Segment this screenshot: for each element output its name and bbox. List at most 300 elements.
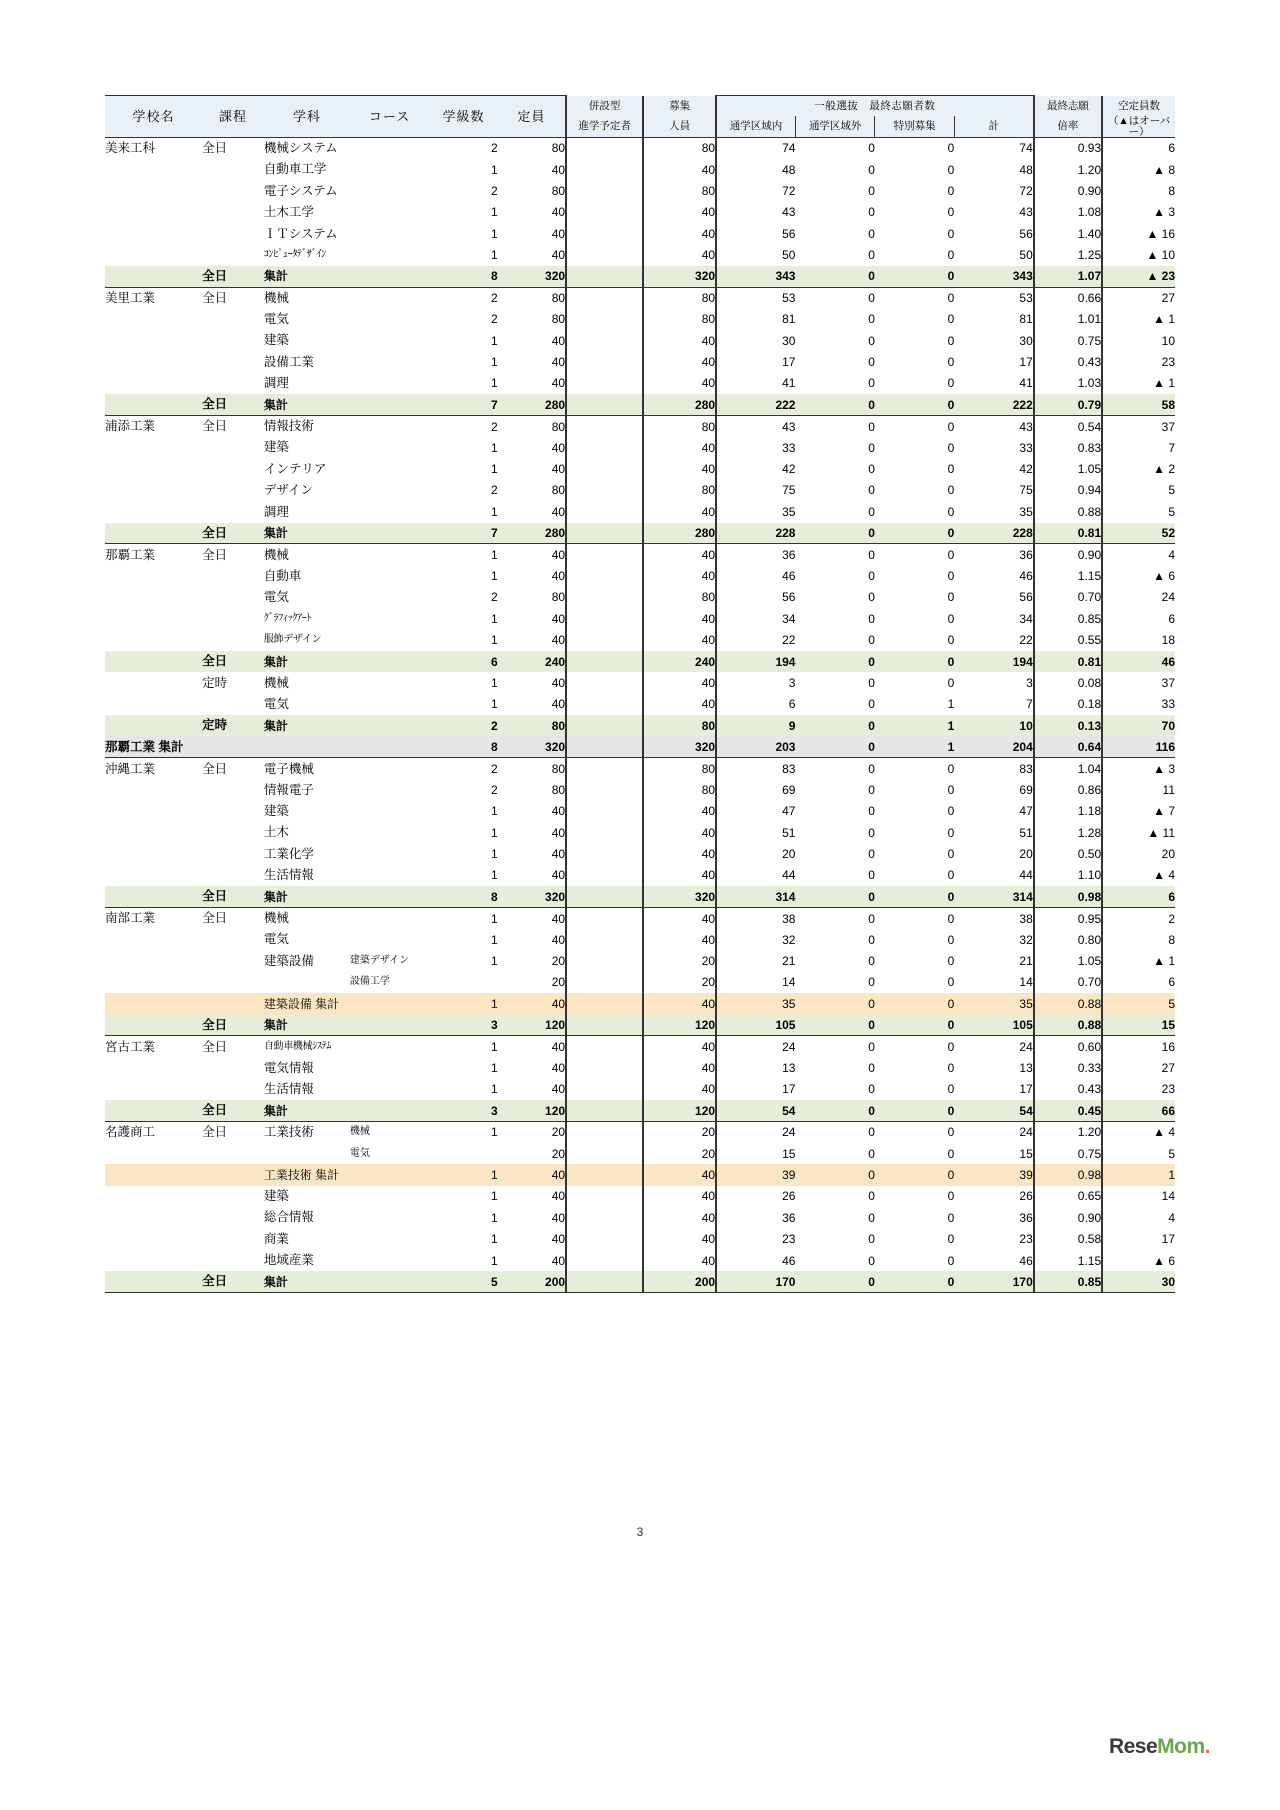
cell-classes: 1 <box>429 1036 497 1057</box>
cell-course <box>202 1207 264 1228</box>
cell-out-area: 0 <box>795 1036 874 1057</box>
cell-ratio: 0.88 <box>1034 1015 1102 1036</box>
table-row <box>105 587 1175 608</box>
cell-coursename <box>350 929 429 950</box>
cell-coursename <box>350 736 429 757</box>
cell-sum: 14 <box>954 972 1033 993</box>
cell-in-area: 38 <box>716 908 795 929</box>
cell-dept: 電気情報 <box>263 1060 314 1075</box>
cell-sum: 43 <box>954 416 1033 437</box>
cell-course: 全日 <box>202 523 264 544</box>
cell-out-area: 0 <box>868 226 875 241</box>
cell-in-area: 203 <box>716 736 795 757</box>
cell-classes: 1 <box>490 611 498 626</box>
table-row <box>105 373 1175 394</box>
cell-school: 宮古工業 <box>105 1036 202 1057</box>
cell-ratio: 0.55 <box>1034 629 1102 650</box>
header-school: 学校名 <box>105 96 202 138</box>
cell-combined <box>566 458 643 479</box>
cell-combined <box>566 587 643 608</box>
cell-in-area: 74 <box>716 138 795 159</box>
cell-vacancy: 5 <box>1168 483 1175 498</box>
cell-ratio: 0.88 <box>1034 993 1102 1014</box>
cell-combined <box>566 1186 643 1207</box>
cell-coursename <box>350 779 429 800</box>
cell-ratio: 1.03 <box>1034 373 1102 394</box>
cell-coursename <box>350 993 429 1014</box>
cell-recruit: 80 <box>643 309 716 330</box>
cell-vacancy: 4 <box>1102 544 1175 565</box>
cell-recruit: 80 <box>643 758 716 779</box>
cell-vacancy: ▲ 10 <box>1146 248 1175 263</box>
cell-coursename <box>350 1015 429 1036</box>
cell-capacity: 40 <box>498 822 566 843</box>
cell-capacity: 20 <box>498 972 566 993</box>
cell-in-area: 43 <box>782 205 796 220</box>
cell-coursename: 機械 <box>350 1121 429 1142</box>
cell-sum: 24 <box>954 1121 1033 1142</box>
cell-coursename <box>350 266 429 287</box>
cell-dept: 集計 <box>264 886 350 907</box>
cell-sum: 35 <box>954 993 1033 1014</box>
cell-coursename <box>350 287 429 308</box>
cell-coursename <box>350 1057 429 1078</box>
cell-course <box>202 309 264 330</box>
cell-recruit: 40 <box>643 1164 716 1185</box>
cell-coursename <box>350 480 429 501</box>
cell-in-area: 81 <box>782 312 796 327</box>
table-row <box>105 779 1175 800</box>
header-sum: 計 <box>954 116 1033 138</box>
cell-sum: 54 <box>954 1100 1033 1121</box>
cell-combined <box>566 1228 643 1249</box>
cell-special: 0 <box>947 226 955 241</box>
cell-combined <box>566 1079 643 1100</box>
cell-course <box>202 244 264 265</box>
cell-dept: デザイン <box>263 483 313 498</box>
cell-ratio: 0.86 <box>1034 779 1102 800</box>
cell-recruit: 40 <box>643 1250 716 1271</box>
cell-capacity: 280 <box>498 523 566 544</box>
cell-sum: 7 <box>954 694 1033 715</box>
cell-dept: 土木工学 <box>263 205 314 220</box>
cell-dept: 集計 <box>264 394 350 415</box>
cell-in-area: 51 <box>782 825 796 840</box>
cell-dept: 自動車 <box>263 568 302 583</box>
cell-vacancy: 6 <box>1168 975 1175 990</box>
cell-recruit: 20 <box>643 1121 716 1142</box>
cell-course <box>202 1250 264 1271</box>
cell-out-area: 0 <box>868 1082 875 1097</box>
cell-out-area: 0 <box>868 782 875 797</box>
cell-course <box>202 437 264 458</box>
cell-course <box>202 779 264 800</box>
cell-out-area: 0 <box>868 1253 875 1268</box>
cell-capacity: 40 <box>498 1079 566 1100</box>
cell-coursename <box>350 822 429 843</box>
table-row <box>105 1207 1175 1228</box>
cell-out-area: 0 <box>868 804 875 819</box>
cell-school <box>105 373 202 394</box>
cell-school: 那覇工業 <box>105 544 202 565</box>
cell-classes: 1 <box>429 1164 497 1185</box>
cell-capacity: 40 <box>498 694 566 715</box>
cell-recruit: 80 <box>643 587 716 608</box>
cell-classes: 1 <box>490 847 498 862</box>
cell-in-area: 228 <box>716 523 795 544</box>
cell-out-area: 0 <box>868 932 875 947</box>
cell-course: 全日 <box>202 394 264 415</box>
cell-out-area: 0 <box>868 483 875 498</box>
cell-coursename <box>350 159 429 180</box>
cell-ratio: 0.54 <box>1034 416 1102 437</box>
cell-combined <box>566 1015 643 1036</box>
cell-sum: 314 <box>954 886 1033 907</box>
cell-ratio: 0.43 <box>1034 1079 1102 1100</box>
cell-combined <box>566 202 643 223</box>
header-out-area: 通学区域外 <box>795 116 874 138</box>
cell-out-area: 0 <box>795 1015 874 1036</box>
cell-out-area: 0 <box>868 1210 875 1225</box>
cell-sum: 17 <box>954 1079 1033 1100</box>
cell-classes: 1 <box>490 333 498 348</box>
cell-course <box>202 736 264 757</box>
cell-school <box>105 629 202 650</box>
cell-ratio: 0.18 <box>1034 694 1102 715</box>
cell-combined <box>566 159 643 180</box>
cell-combined <box>566 437 643 458</box>
cell-course <box>202 330 264 351</box>
cell-capacity: 80 <box>498 758 566 779</box>
cell-capacity: 20 <box>498 950 566 971</box>
cell-vacancy: 23 <box>1161 1082 1175 1097</box>
cell-capacity: 80 <box>498 416 566 437</box>
cell-school <box>105 1015 202 1036</box>
cell-classes: 1 <box>429 908 497 929</box>
cell-classes: 2 <box>429 287 497 308</box>
cell-classes: 7 <box>429 523 497 544</box>
cell-special: 0 <box>947 633 955 648</box>
cell-coursename <box>350 351 429 372</box>
cell-in-area: 56 <box>782 226 796 241</box>
cell-dept: 機械 <box>263 675 289 690</box>
cell-vacancy: 14 <box>1161 1189 1175 1204</box>
cell-special: 0 <box>947 205 955 220</box>
cell-course: 全日 <box>202 1121 264 1142</box>
cell-capacity: 40 <box>498 565 566 586</box>
cell-out-area: 0 <box>868 162 875 177</box>
cell-school <box>105 587 202 608</box>
cell-out-area: 0 <box>868 1060 875 1075</box>
cell-recruit: 320 <box>643 886 716 907</box>
cell-sum: 222 <box>954 394 1033 415</box>
cell-in-area: 35 <box>716 993 795 1014</box>
cell-classes: 1 <box>490 440 498 455</box>
cell-ratio: 1.25 <box>1034 244 1102 265</box>
cell-out-area: 0 <box>868 697 875 712</box>
cell-school <box>105 159 202 180</box>
cell-sum: 20 <box>954 843 1033 864</box>
cell-coursename <box>350 1186 429 1207</box>
cell-dept: 調理 <box>263 504 289 519</box>
cell-special: 0 <box>947 868 955 883</box>
cell-sum: 72 <box>954 180 1033 201</box>
cell-course <box>202 1164 264 1185</box>
cell-vacancy: ▲ 6 <box>1153 1253 1175 1268</box>
cell-vacancy: 18 <box>1161 633 1175 648</box>
cell-vacancy: ▲ 8 <box>1153 162 1175 177</box>
cell-capacity: 40 <box>498 929 566 950</box>
cell-dept: 生活情報 <box>263 1082 314 1097</box>
cell-sum: 47 <box>954 801 1033 822</box>
cell-course <box>202 223 264 244</box>
cell-in-area: 36 <box>782 1210 796 1225</box>
cell-recruit: 40 <box>643 608 716 629</box>
cell-school <box>105 480 202 501</box>
cell-classes: 1 <box>490 697 498 712</box>
cell-vacancy: 23 <box>1161 355 1175 370</box>
page-number: 3 <box>636 1525 644 1539</box>
cell-classes: 1 <box>490 1189 498 1204</box>
cell-ratio: 1.15 <box>1034 565 1102 586</box>
table-row <box>105 1164 1175 1185</box>
table-row <box>105 822 1175 843</box>
cell-in-area: 50 <box>782 248 796 263</box>
cell-recruit: 40 <box>643 843 716 864</box>
table-row <box>105 1143 1175 1164</box>
cell-vacancy: ▲ 3 <box>1153 205 1175 220</box>
cell-recruit: 80 <box>643 138 716 159</box>
cell-school <box>105 523 202 544</box>
cell-classes: 8 <box>429 736 497 757</box>
cell-classes: 2 <box>490 312 498 327</box>
cell-course <box>202 373 264 394</box>
table-row <box>105 437 1175 458</box>
cell-coursename <box>350 1164 429 1185</box>
cell-combined <box>566 309 643 330</box>
cell-special: 0 <box>947 1060 955 1075</box>
cell-special: 0 <box>947 611 955 626</box>
cell-coursename <box>350 843 429 864</box>
table-row <box>105 672 1175 693</box>
cell-recruit: 80 <box>643 480 716 501</box>
cell-combined <box>566 501 643 522</box>
cell-vacancy: 58 <box>1102 394 1175 415</box>
cell-course: 全日 <box>202 266 264 287</box>
cell-out-area: 0 <box>868 440 875 455</box>
cell-out-area: 0 <box>795 1100 874 1121</box>
cell-capacity: 40 <box>498 608 566 629</box>
cell-special: 0 <box>947 847 955 862</box>
cell-coursename <box>350 202 429 223</box>
cell-special: 0 <box>875 138 954 159</box>
cell-special: 0 <box>947 355 955 370</box>
cell-sum: 44 <box>954 865 1033 886</box>
cell-out-area: 0 <box>868 954 875 969</box>
cell-out-area: 0 <box>868 462 875 477</box>
cell-classes: 2 <box>429 758 497 779</box>
cell-classes: 1 <box>490 675 498 690</box>
table-row <box>105 651 1175 672</box>
cell-course <box>202 180 264 201</box>
cell-coursename <box>350 672 429 693</box>
cell-classes: 1 <box>429 1121 497 1142</box>
cell-special: 0 <box>875 544 954 565</box>
cell-recruit: 40 <box>643 801 716 822</box>
cell-sum: 48 <box>954 159 1033 180</box>
cell-school: 沖縄工業 <box>105 758 202 779</box>
cell-dept: 調理 <box>263 376 289 391</box>
table-row <box>105 993 1175 1014</box>
cell-in-area: 32 <box>782 932 796 947</box>
cell-vacancy: ▲ 6 <box>1153 569 1175 583</box>
cell-out-area: 0 <box>868 504 875 519</box>
table-row <box>105 972 1175 993</box>
cell-classes: 1 <box>429 993 497 1014</box>
cell-vacancy: ▲ 1 <box>1153 954 1175 969</box>
cell-recruit: 40 <box>643 1079 716 1100</box>
cell-recruit: 40 <box>643 865 716 886</box>
cell-school: 美来工科 <box>105 138 202 159</box>
cell-ratio: 0.58 <box>1034 1228 1102 1249</box>
cell-course <box>202 1057 264 1078</box>
cell-classes: 2 <box>429 416 497 437</box>
table-row <box>105 480 1175 501</box>
cell-in-area: 46 <box>782 569 796 583</box>
table-row <box>105 309 1175 330</box>
cell-school <box>105 1207 202 1228</box>
table-row <box>105 736 1175 757</box>
cell-special: 1 <box>875 736 954 757</box>
cell-vacancy: 66 <box>1102 1100 1175 1121</box>
cell-recruit: 40 <box>643 929 716 950</box>
cell-sum: 83 <box>954 758 1033 779</box>
cell-out-area: 0 <box>795 416 874 437</box>
cell-special: 0 <box>875 651 954 672</box>
cell-special: 0 <box>947 376 955 391</box>
cell-special: 0 <box>947 782 955 797</box>
cell-vacancy: 6 <box>1168 611 1175 626</box>
cell-sum: 21 <box>954 950 1033 971</box>
cell-dept: 集計 <box>264 715 350 736</box>
cell-course: 全日 <box>202 1015 264 1036</box>
cell-vacancy: ▲ 16 <box>1146 226 1175 241</box>
cell-capacity: 40 <box>498 330 566 351</box>
header-classes: 学級数 <box>429 96 497 138</box>
cell-dept <box>264 736 350 757</box>
cell-sum: 343 <box>954 266 1033 287</box>
cell-classes: 1 <box>490 504 498 519</box>
cell-special: 0 <box>947 1146 955 1161</box>
cell-school <box>105 1100 202 1121</box>
cell-ratio: 1.18 <box>1034 801 1102 822</box>
table-row <box>105 1079 1175 1100</box>
cell-out-area: 0 <box>795 1164 874 1185</box>
cell-recruit: 40 <box>643 544 716 565</box>
cell-recruit: 20 <box>643 1143 716 1164</box>
header-dept: 学科 <box>264 96 350 138</box>
cell-coursename <box>350 1250 429 1271</box>
cell-dept: 電気 <box>263 590 289 605</box>
cell-classes: 1 <box>490 462 498 477</box>
cell-classes: 2 <box>490 183 498 198</box>
table-row <box>105 287 1175 308</box>
cell-classes: 2 <box>429 138 497 159</box>
cell-vacancy: 46 <box>1102 651 1175 672</box>
cell-sum: 36 <box>954 544 1033 565</box>
cell-coursename <box>350 1036 429 1057</box>
cell-course <box>202 1079 264 1100</box>
cell-special: 0 <box>947 248 955 263</box>
cell-coursename: 電気 <box>349 1147 370 1159</box>
cell-coursename <box>350 1207 429 1228</box>
cell-in-area: 46 <box>782 1253 796 1268</box>
cell-recruit: 40 <box>643 629 716 650</box>
cell-special: 0 <box>947 1232 955 1247</box>
cell-special: 1 <box>947 697 955 712</box>
table-row <box>105 865 1175 886</box>
cell-in-area: 22 <box>782 633 796 648</box>
cell-sum: 38 <box>954 908 1033 929</box>
table-row <box>105 394 1175 415</box>
cell-special: 0 <box>947 975 955 990</box>
cell-coursename <box>350 651 429 672</box>
cell-special: 0 <box>947 1082 955 1097</box>
cell-coursename <box>350 1079 429 1100</box>
cell-combined <box>566 244 643 265</box>
cell-coursename <box>350 629 429 650</box>
cell-out-area: 0 <box>868 376 875 391</box>
cell-coursename: 建築デザイン <box>349 955 410 967</box>
cell-in-area: 54 <box>716 1100 795 1121</box>
cell-in-area: 36 <box>716 544 795 565</box>
cell-course <box>202 822 264 843</box>
cell-out-area: 0 <box>868 1189 875 1204</box>
cell-capacity: 40 <box>498 1036 566 1057</box>
table-row <box>105 843 1175 864</box>
cell-dept: 土木 <box>263 825 289 840</box>
cell-classes <box>429 972 497 993</box>
cell-capacity: 40 <box>498 1057 566 1078</box>
cell-coursename <box>350 501 429 522</box>
table-row <box>105 159 1175 180</box>
cell-course: 全日 <box>202 651 264 672</box>
cell-out-area: 0 <box>795 544 874 565</box>
cell-vacancy: 5 <box>1102 993 1175 1014</box>
cell-coursename <box>350 608 429 629</box>
cell-capacity: 80 <box>498 180 566 201</box>
cell-vacancy: ▲ 23 <box>1102 266 1175 287</box>
cell-in-area: 13 <box>782 1060 796 1075</box>
cell-special: 0 <box>947 825 955 840</box>
cell-ratio: 1.20 <box>1034 1121 1102 1142</box>
cell-course: 全日 <box>202 1271 264 1292</box>
cell-capacity: 40 <box>498 1250 566 1271</box>
cell-combined <box>566 715 643 736</box>
header-group-general: 一般選抜 最終志願者数 <box>716 96 1034 117</box>
cell-dept: 建築 <box>263 333 289 348</box>
cell-recruit: 40 <box>643 993 716 1014</box>
cell-recruit: 80 <box>643 180 716 201</box>
cell-classes: 1 <box>490 1210 498 1225</box>
cell-combined <box>566 993 643 1014</box>
table-row <box>105 416 1175 437</box>
header-vacancy: 空定員数 <box>1102 96 1175 117</box>
cell-vacancy: 5 <box>1168 1146 1175 1161</box>
cell-ratio: 0.64 <box>1034 736 1102 757</box>
cell-classes: 1 <box>490 1060 498 1075</box>
cell-combined <box>566 138 643 159</box>
